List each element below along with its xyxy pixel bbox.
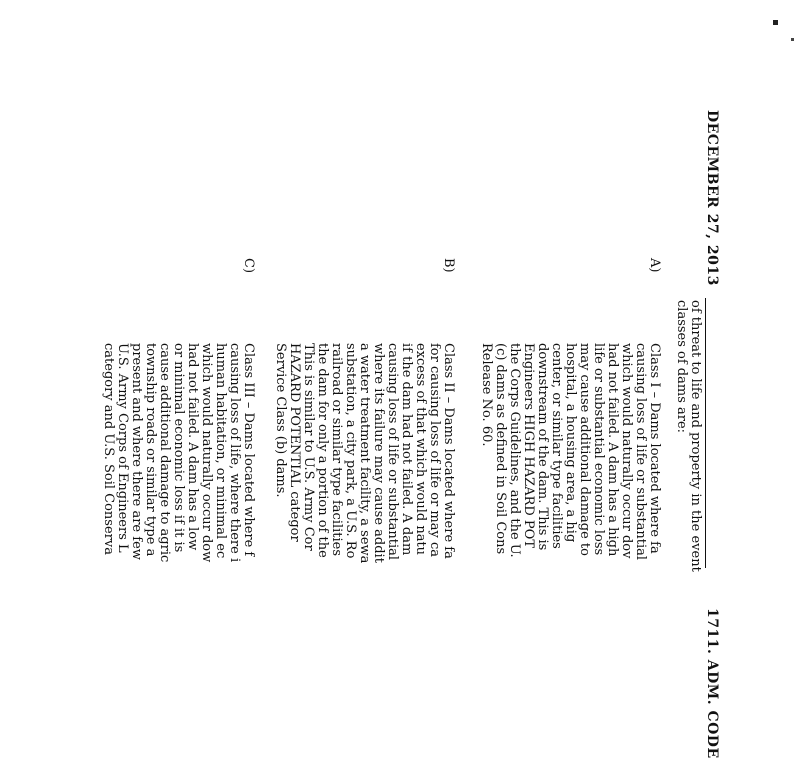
item-line: may cause additional damage to	[577, 343, 592, 556]
item-line: category and U.S. Soil Conserva	[101, 343, 116, 555]
item-line: Class III – Dams located where f	[241, 343, 256, 557]
item-line: present and where there are few	[129, 343, 144, 560]
item-line: Engineers HIGH HAZARD POT	[521, 343, 536, 549]
item-line: Service Class (b) dams.	[273, 343, 288, 498]
item-line: Class I – Dams located where fa	[647, 343, 662, 554]
item-line: causing loss of life, where there i	[227, 343, 242, 563]
intro-line: classes of dams are:	[674, 300, 689, 434]
item-line: the Corps Guidelines, and the U.	[507, 343, 522, 558]
item-line: had not failed. A dam has a low	[185, 343, 200, 551]
header-code: 1711. ADM. CODE	[704, 608, 720, 759]
scan-speck	[791, 38, 794, 41]
item-line: downstream of the dam. This is	[535, 343, 550, 551]
item-line: or minimal economic loss if it is	[171, 343, 186, 553]
item-line: This is similar to U.S. Army Cor	[301, 343, 316, 551]
item-line: (c) dams as defined in Soil Cons	[493, 343, 508, 555]
item-line: cause additional damage to agric	[157, 343, 172, 563]
item-line: where its failure may cause addit	[371, 343, 386, 563]
item-line: had not failed. A dam has a high	[605, 343, 620, 557]
item-line: which would naturally occur dow	[199, 343, 214, 563]
item-line: hospital, a housing area, a hig	[563, 343, 578, 543]
item-line: excess of that which would natu	[413, 343, 428, 556]
item-line: if the dam had not failed. A dam	[399, 343, 414, 556]
item-line: causing loss of life or substantial	[385, 343, 400, 561]
item-line: township roads or similar type a	[143, 343, 158, 557]
item-line: Release No. 60.	[479, 343, 494, 447]
item-line: human habitation, or minimal ec	[213, 343, 228, 559]
intro-line: of threat to life and property in the event	[688, 300, 703, 572]
item-label-c: C)	[241, 258, 256, 274]
item-line: life or substantial economic loss	[591, 343, 606, 556]
header-rule	[705, 298, 706, 568]
item-line: which would naturally occur dov	[619, 343, 634, 559]
item-line: center, or similar type facilities	[549, 343, 564, 549]
item-line: for causing loss of life or may ca	[427, 343, 442, 557]
rotated-document	[89, 110, 720, 759]
item-line: the dam for only a portion of the	[315, 343, 330, 558]
item-line: U.S. Army Corps of Engineers L	[115, 343, 130, 553]
item-line: Class II – Dams located where fa	[441, 343, 456, 559]
header-date: DECEMBER 27, 2013	[704, 110, 720, 286]
scan-speck	[773, 20, 778, 25]
item-line: railroad or similar type facilities	[329, 343, 344, 557]
item-line: a water treatment facility, a sewa	[357, 343, 372, 564]
item-label-b: B)	[441, 258, 456, 273]
item-label-a: A)	[647, 258, 662, 273]
item-line: HAZARD POTENTIAL categor	[287, 343, 302, 542]
item-line: substation, a city park, a U.S. Ro	[343, 343, 358, 559]
item-line: causing loss of life or substantial	[633, 343, 648, 561]
